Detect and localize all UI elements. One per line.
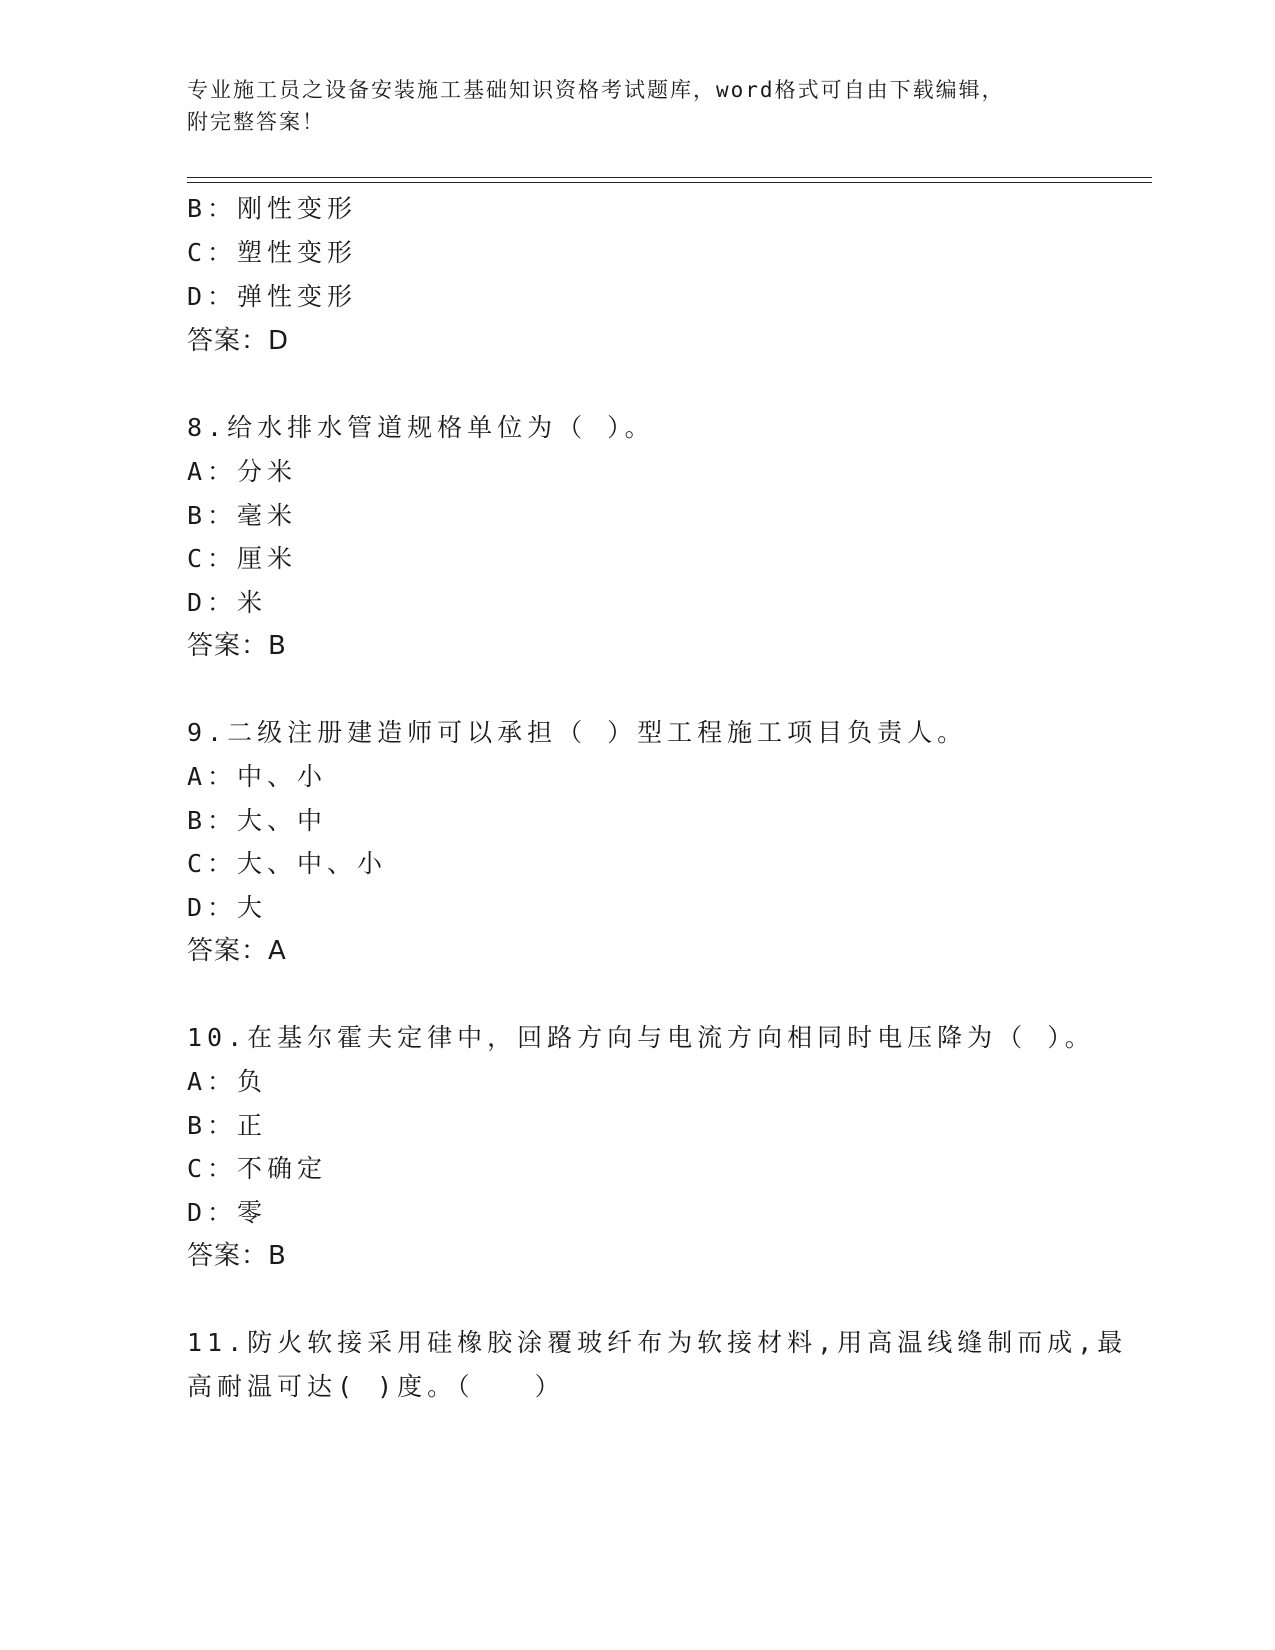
document-header bbox=[187, 74, 1087, 138]
q8-option-c: C：厘米 bbox=[187, 544, 298, 573]
q9-option-a: A：中、小 bbox=[187, 762, 328, 791]
q7-option-d: D：弹性变形 bbox=[187, 282, 358, 311]
header-divider-top bbox=[187, 177, 1152, 178]
q8-question: 8.给水排水管道规格单位为（ ）。 bbox=[187, 413, 655, 442]
q11-question-line-2: 高耐温可达( )度。（ ） bbox=[187, 1372, 565, 1401]
q10-question: 10.在基尔霍夫定律中，回路方向与电流方向相同时电压降为（ ）。 bbox=[187, 1023, 1095, 1052]
q9-question: 9.二级注册建造师可以承担（ ）型工程施工项目负责人。 bbox=[187, 718, 968, 747]
q9-option-b: B：大、中 bbox=[187, 806, 328, 835]
q11-question-line-1: 11.防火软接采用硅橡胶涂覆玻纤布为软接材料,用高温线缝制而成,最 bbox=[187, 1328, 1128, 1357]
q10-option-d: D：零 bbox=[187, 1198, 268, 1227]
q10-answer: 答案：B bbox=[187, 1241, 287, 1271]
header-divider-bottom bbox=[187, 182, 1152, 183]
q7-answer: 答案：D bbox=[187, 326, 290, 356]
q10-option-c: C：不确定 bbox=[187, 1154, 328, 1183]
q8-answer: 答案：B bbox=[187, 631, 287, 661]
q10-option-a: A：负 bbox=[187, 1067, 268, 1096]
q9-answer: 答案：A bbox=[187, 936, 287, 966]
q9-option-c: C：大、中、小 bbox=[187, 849, 388, 878]
q7-option-b: B：刚性变形 bbox=[187, 194, 358, 223]
q8-option-a: A：分米 bbox=[187, 457, 298, 486]
q10-option-b: B：正 bbox=[187, 1111, 268, 1140]
q7-option-c: C：塑性变形 bbox=[187, 238, 358, 267]
header-line-2: 附完整答案！ bbox=[187, 110, 325, 134]
q8-option-d: D：米 bbox=[187, 588, 268, 617]
q9-option-d: D：大 bbox=[187, 893, 268, 922]
header-line-1: 专业施工员之设备安装施工基础知识资格考试题库，word格式可自由下载编辑， bbox=[187, 78, 1005, 102]
q8-option-b: B：毫米 bbox=[187, 501, 298, 530]
